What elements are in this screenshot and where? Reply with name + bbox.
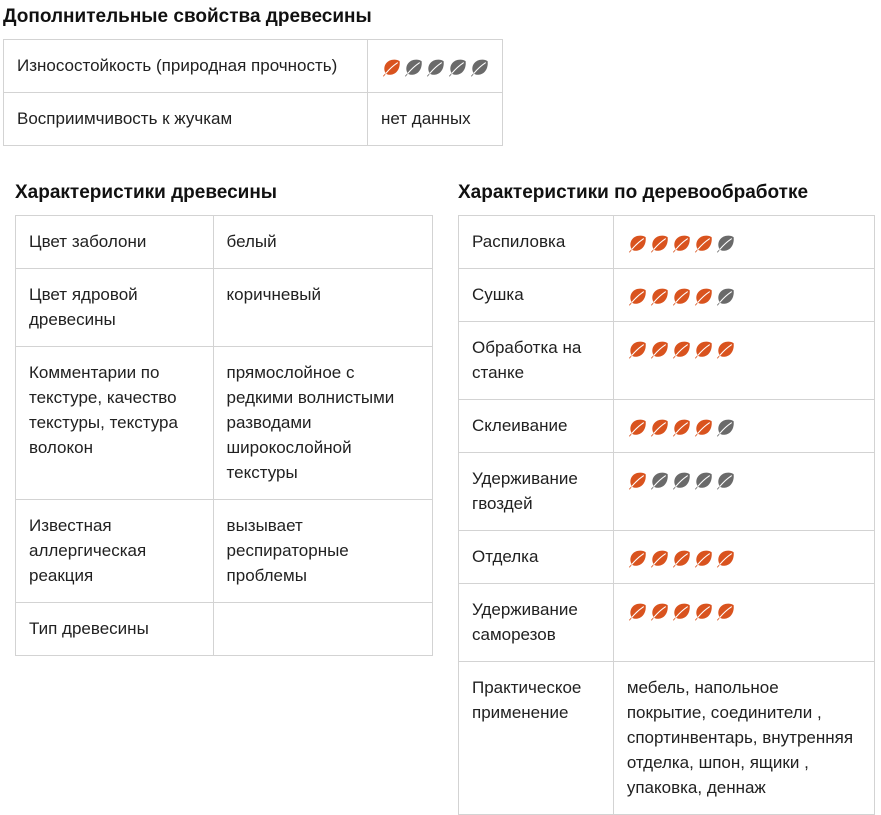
leaf-filled-icon: [715, 601, 735, 621]
leaf-filled-icon: [649, 233, 669, 253]
additional-property-label: Износостойкость (природная прочность): [4, 40, 368, 93]
leaf-filled-icon: [671, 548, 691, 568]
woodworking-characteristic-label: Удерживание саморезов: [459, 584, 614, 662]
leaf-filled-icon: [671, 286, 691, 306]
leaf-rating: [627, 548, 735, 568]
leaf-rating: [627, 286, 735, 306]
leaf-empty-icon: [671, 470, 691, 490]
leaf-filled-icon: [649, 339, 669, 359]
woodworking-characteristic-label: Практическое применение: [459, 662, 614, 815]
wood-characteristic-row: [16, 269, 433, 347]
leaf-filled-icon: [693, 601, 713, 621]
leaf-filled-icon: [715, 548, 735, 568]
leaf-filled-icon: [693, 339, 713, 359]
leaf-filled-icon: [671, 417, 691, 437]
leaf-filled-icon: [627, 601, 647, 621]
woodworking-characteristics-title: Характеристики по деревообработке: [458, 182, 809, 203]
leaf-filled-icon: [649, 417, 669, 437]
woodworking-characteristic-row: [459, 269, 875, 322]
wood-characteristic-value: [213, 603, 432, 656]
wood-characteristic-label: Тип древесины: [16, 603, 214, 656]
woodworking-characteristic-rating: [613, 322, 874, 400]
woodworking-characteristic-rating: [613, 584, 874, 662]
woodworking-characteristic-rating: [613, 269, 874, 322]
wood-characteristic-row: [16, 500, 433, 603]
woodworking-characteristic-label: Склеивание: [459, 400, 614, 453]
woodworking-characteristic-rating: [613, 400, 874, 453]
woodworking-characteristic-row: [459, 400, 875, 453]
woodworking-characteristic-label: Распиловка: [459, 216, 614, 269]
wood-characteristic-value: вызывает респираторные проблемы: [213, 500, 432, 603]
leaf-filled-icon: [649, 286, 669, 306]
woodworking-characteristic-rating: [613, 453, 874, 531]
leaf-filled-icon: [693, 286, 713, 306]
woodworking-characteristic-value: мебель, напольное покрытие, соединители , спортинвентарь, внутренняя отделка, шпон, ящики , упаковка, деннаж: [613, 662, 874, 815]
woodworking-characteristic-row: [459, 662, 875, 815]
woodworking-characteristics-table: [458, 215, 875, 815]
leaf-rating: [627, 417, 735, 437]
woodworking-characteristic-rating: [613, 531, 874, 584]
wood-characteristic-value: белый: [213, 216, 432, 269]
leaf-rating: [627, 470, 735, 490]
wood-characteristic-label: Комментарии по текстуре, качество текстуры, текстура волокон: [16, 347, 214, 500]
wood-characteristics-title: Характеристики древесины: [15, 182, 278, 203]
leaf-filled-icon: [627, 417, 647, 437]
leaf-rating: [627, 339, 735, 359]
woodworking-characteristic-label: Удерживание гвоздей: [459, 453, 614, 531]
woodworking-characteristic-rating: [613, 216, 874, 269]
woodworking-characteristic-row: [459, 322, 875, 400]
leaf-empty-icon: [715, 286, 735, 306]
wood-characteristic-row: [16, 603, 433, 656]
leaf-filled-icon: [693, 233, 713, 253]
additional-properties-title: Дополнительные свойства древесины: [3, 6, 372, 27]
leaf-filled-icon: [649, 548, 669, 568]
leaf-empty-icon: [715, 417, 735, 437]
wood-characteristic-value: прямослойное с редкими волнистыми разводами широкослойной текстуры: [213, 347, 432, 500]
leaf-filled-icon: [649, 601, 669, 621]
additional-property-row: [4, 40, 503, 93]
additional-property-label: Восприимчивость к жучкам: [4, 93, 368, 146]
wood-characteristic-row: [16, 347, 433, 500]
wood-characteristics-table: [15, 215, 433, 656]
leaf-filled-icon: [693, 548, 713, 568]
leaf-filled-icon: [627, 339, 647, 359]
leaf-rating: [627, 233, 735, 253]
leaf-filled-icon: [627, 470, 647, 490]
leaf-filled-icon: [627, 286, 647, 306]
woodworking-characteristic-row: [459, 453, 875, 531]
additional-properties-table: [3, 39, 503, 146]
leaf-empty-icon: [425, 57, 445, 77]
leaf-filled-icon: [381, 57, 401, 77]
leaf-empty-icon: [447, 57, 467, 77]
woodworking-characteristic-label: Отделка: [459, 531, 614, 584]
leaf-filled-icon: [627, 233, 647, 253]
additional-property-row: [4, 93, 503, 146]
leaf-filled-icon: [671, 601, 691, 621]
leaf-empty-icon: [403, 57, 423, 77]
leaf-filled-icon: [671, 233, 691, 253]
woodworking-characteristic-row: [459, 531, 875, 584]
wood-characteristic-label: Известная аллергическая реакция: [16, 500, 214, 603]
woodworking-characteristic-label: Обработка на станке: [459, 322, 614, 400]
wood-characteristic-value: коричневый: [213, 269, 432, 347]
leaf-filled-icon: [671, 339, 691, 359]
leaf-empty-icon: [715, 470, 735, 490]
wood-characteristic-label: Цвет ядровой древесины: [16, 269, 214, 347]
woodworking-characteristic-label: Сушка: [459, 269, 614, 322]
leaf-empty-icon: [693, 470, 713, 490]
leaf-empty-icon: [469, 57, 489, 77]
leaf-rating: [627, 601, 735, 621]
wood-characteristic-row: [16, 216, 433, 269]
wood-characteristic-label: Цвет заболони: [16, 216, 214, 269]
leaf-filled-icon: [627, 548, 647, 568]
leaf-empty-icon: [715, 233, 735, 253]
additional-property-value: нет данных: [368, 93, 503, 146]
additional-property-rating: [368, 40, 503, 93]
leaf-filled-icon: [693, 417, 713, 437]
leaf-empty-icon: [649, 470, 669, 490]
leaf-filled-icon: [715, 339, 735, 359]
leaf-rating: [381, 57, 489, 77]
woodworking-characteristic-row: [459, 584, 875, 662]
woodworking-characteristic-row: [459, 216, 875, 269]
